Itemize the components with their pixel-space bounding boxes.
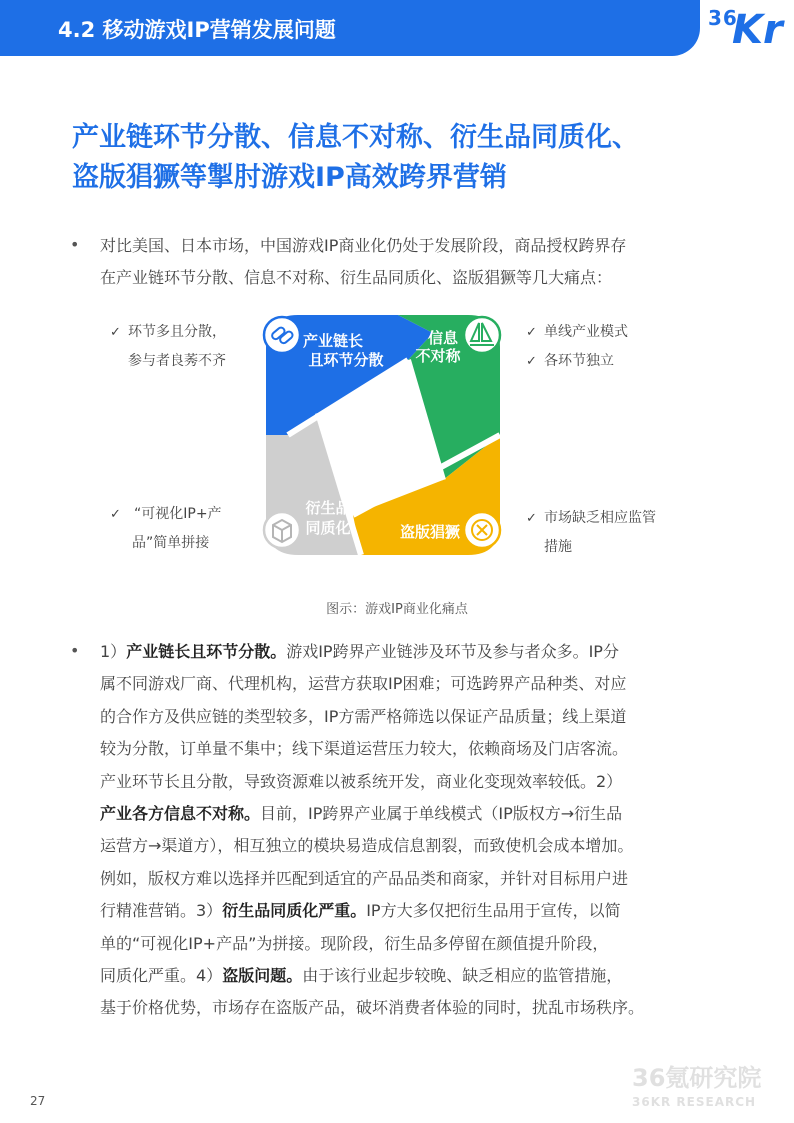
segment-label-info-2: 不对称 [415,347,461,365]
segment-label-info-1: 信息 [427,329,459,347]
footer-watermark-logo: 36氪研究院 36KR RESEARCH [632,1064,762,1109]
body-paragraph: 1）产业链长且环节分散。游戏IP跨界产业链涉及环节及参与者众多。IP分 属不同游戏厂商、代理机构，运营方获取IP困难；可选跨界产品种类、对应 的合作方及供应链的类型较多，IP方需严格筛选以保证产品质量；线上渠道 较为分散，订单量不集中；线下渠道运营压力较大，依赖商场及门店客流。 产业环节长且分散，导致资源难以被系统开发，商业化变现效率较低。2） 产业各方信息不对称。目前，IP跨界产业属于单线模式（IP版权方→衍生品 运营方→渠道方），相互独立的模块易造成信息割裂，而致使机会成本增加。 例如，版权方难以选择并匹配到适宜的产品品类和商家，并针对目标用户进 行精准营销。3）衍生品同质化严重。IP方大多仅把衍生品用于宣传，以简 单的“可视化IP+产品”为拼接。现阶段，衍生品多停留在颜值提升阶段， 同质化严重。4）盗版问题。由于该行业起步较晚、缺乏相应的监管措施， 基于价格优势，市场存在盗版产品，破坏消费者体验的同时，扰乱市场秩序。 [100,642,645,1018]
intro-bullet: • [70,235,80,254]
36kr-logo: 36 Kr [708,6,783,53]
note-bottom-right: ✓ 市场缺乏相应监管 措施 [526,510,656,555]
note-bottom-left: ✓ “可视化IP+产 品”简单拼接 [110,506,222,551]
section-title: 4.2 移动游戏IP营销发展问题 [58,18,336,42]
segment-label-piracy: 盗版猖獗 [399,523,461,541]
segment-label-homog-1: 衍生品 [305,499,351,517]
link-icon [264,317,300,353]
segment-label-homog-2: 同质化 [305,519,351,537]
note-top-left: ✓ 环节多且分散， 参与者良莠不齐 [110,324,226,369]
headline-line-1: 产业链环节分散、信息不对称、衍生品同质化、 [72,122,639,153]
body-bullet: • [70,641,80,660]
note-top-right: ✓ 单线产业模式 ✓ 各环节独立 [526,324,628,369]
segment-label-fragmented-2: 且环节分散 [308,351,384,369]
figure-caption: 图示：游戏IP商业化痛点 [326,602,468,617]
headline-line-2: 盗版猖獗等掣肘游戏IP高效跨界营销 [72,162,507,193]
page-number: 27 [30,1094,46,1108]
sailboat-icon [464,317,500,353]
ban-icon [464,512,500,548]
box-icon [264,512,300,548]
segment-label-fragmented-1: 产业链长 [302,332,364,350]
intro-paragraph: 对比美国、日本市场，中国游戏IP商业化仍处于发展阶段，商品授权跨界存 在产业链环节分散、信息不对称、衍生品同质化、盗版猖獗等几大痛点： [100,236,627,287]
page-headline [72,118,639,198]
pain-points-diagram [258,315,508,555]
